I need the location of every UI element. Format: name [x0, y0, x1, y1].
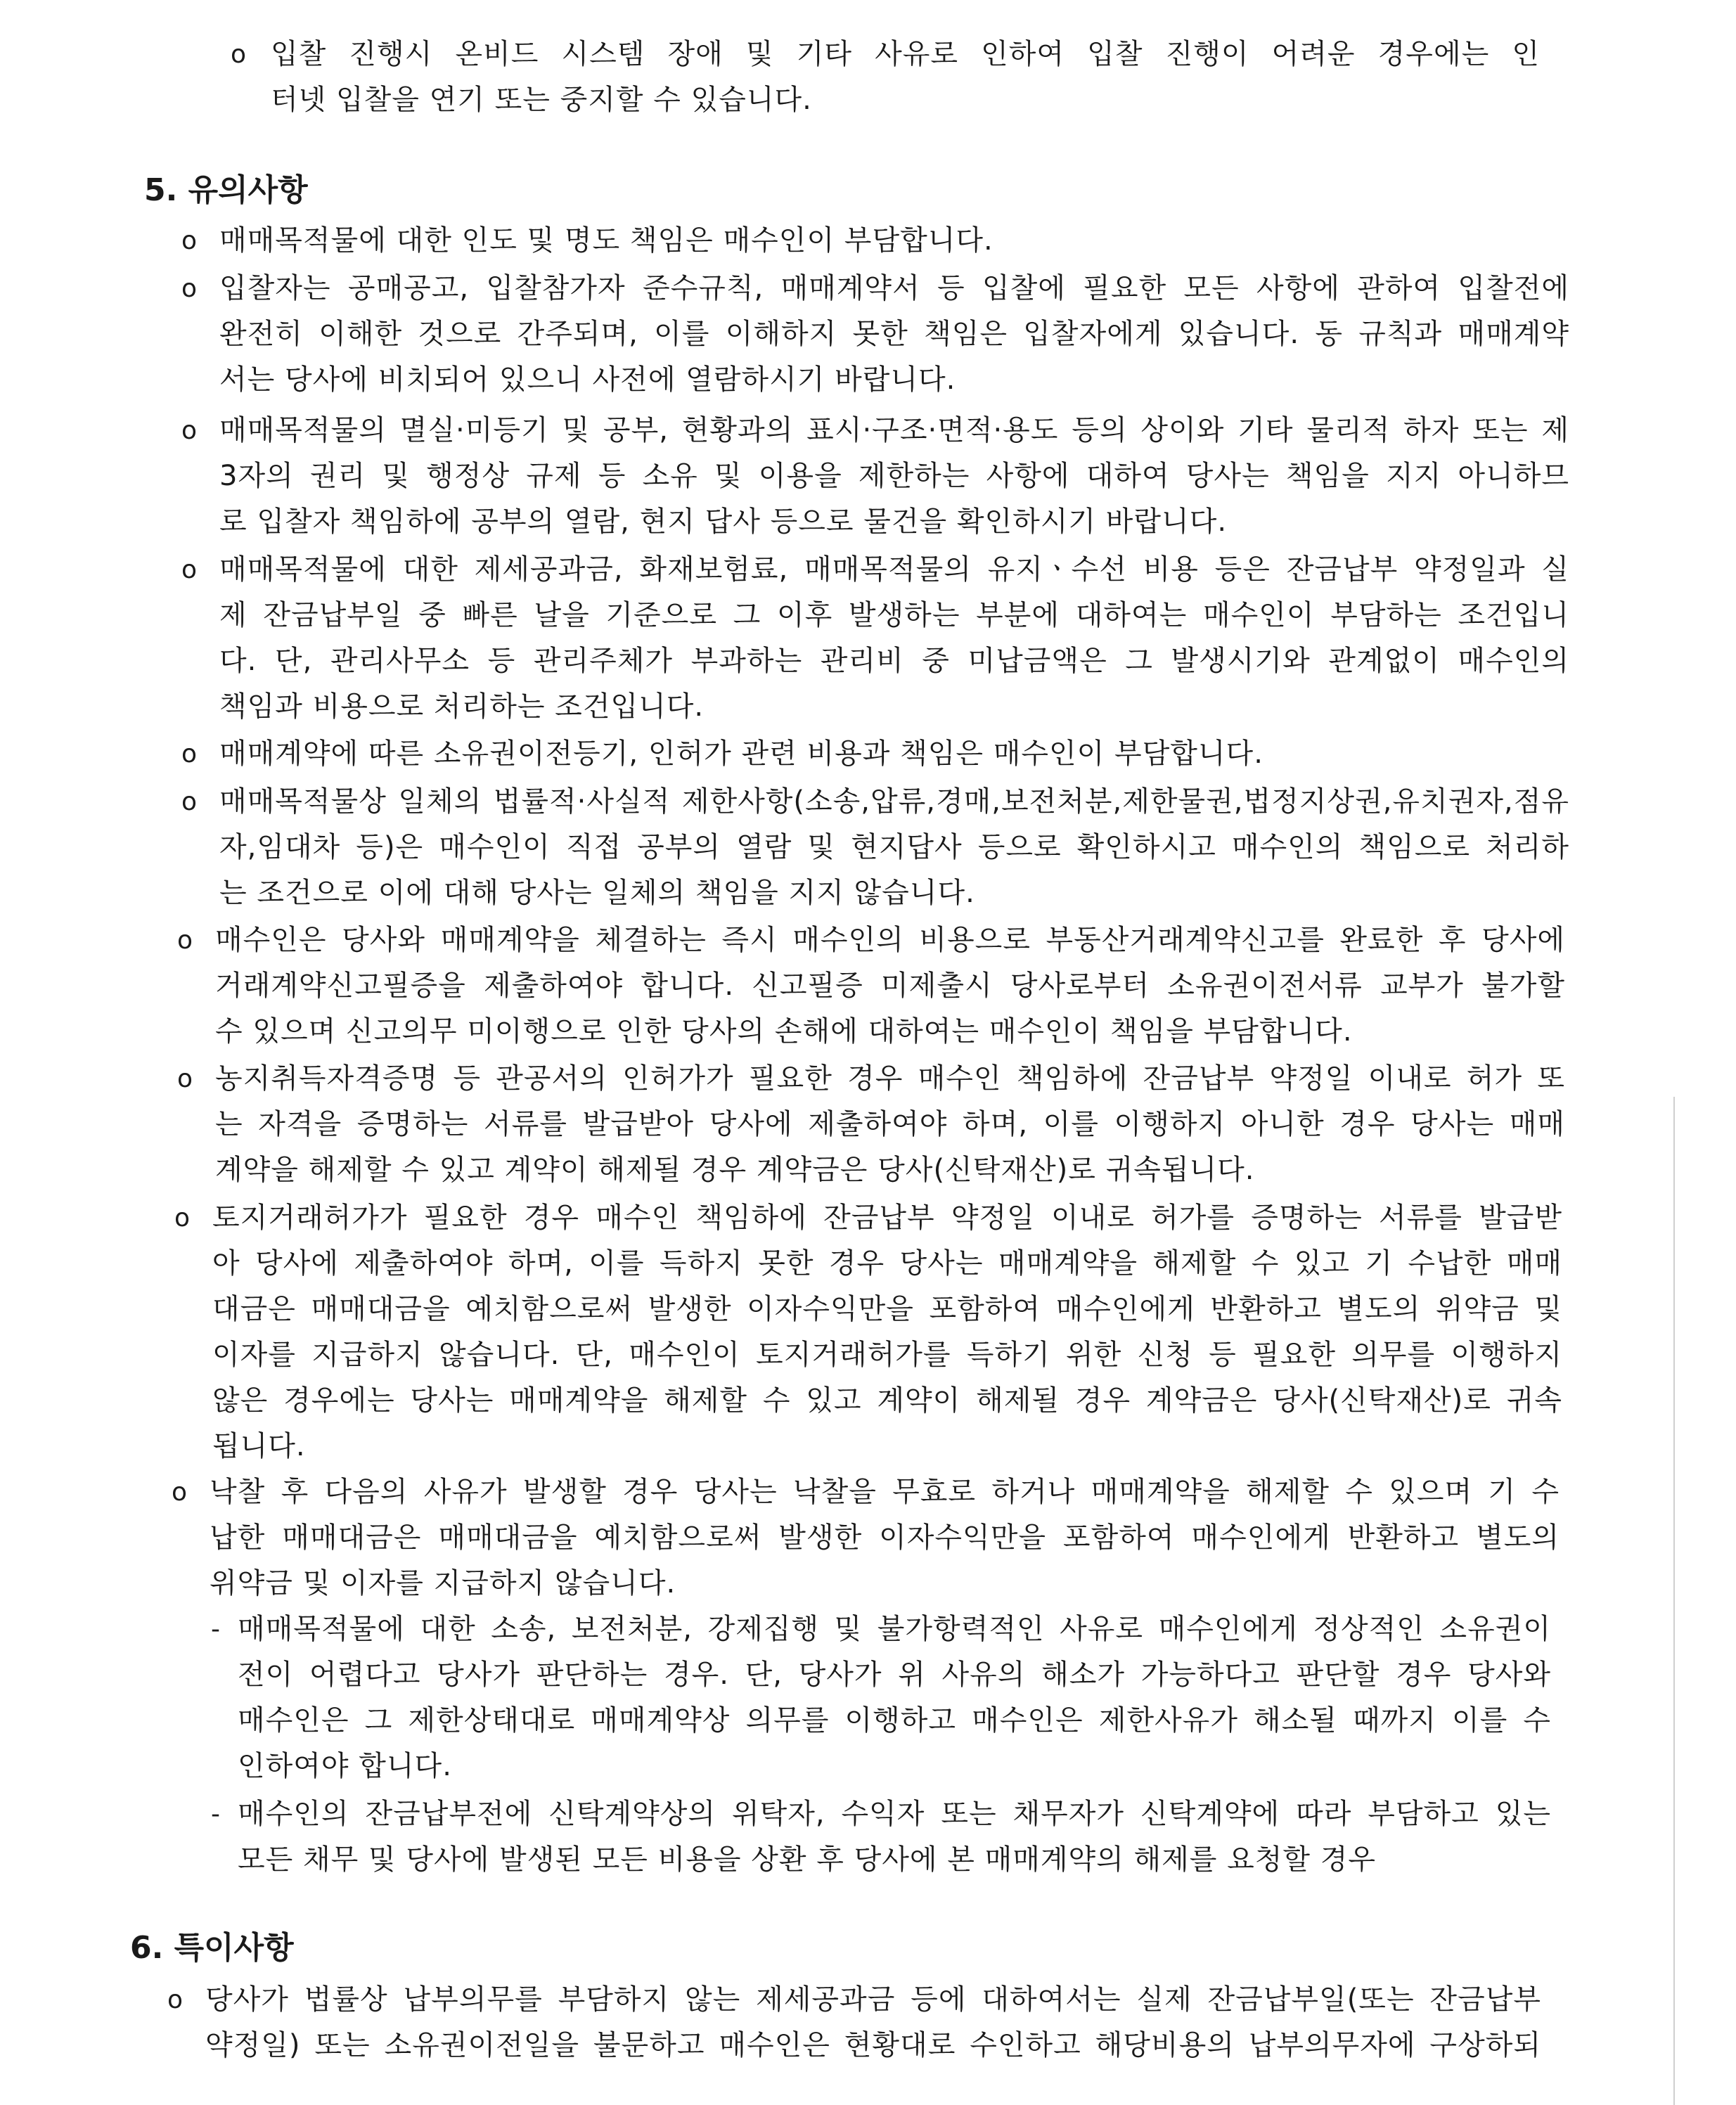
notice-subitem	[238, 1791, 1551, 1883]
text-line: 않은 경우에는 당사는 매매계약을 해제할 수 있고 계약이 해제될 경우 계약금은 당사(신탁재산)로 귀속	[212, 1384, 1562, 1417]
text-line: 토지거래허가가 필요한 경우 매수인 책임하에 잔금납부 약정일 이내로 허가를 증명하는 서류를 발급받	[212, 1202, 1562, 1234]
notice-item	[219, 218, 1569, 264]
notice-item	[210, 1469, 1560, 1607]
text-line: 됩니다.	[212, 1430, 306, 1462]
intro-paragraph	[271, 32, 1540, 123]
notice-item	[215, 918, 1565, 1055]
text-line: 모든 채무 및 당사에 발생된 모든 비용을 상환 후 당사에 본 매매계약의 해제를 요청할 경우	[238, 1843, 1377, 1876]
text-line: 터넷 입찰을 연기 또는 중지할 수 있습니다.	[271, 84, 812, 116]
text-line: 매매목적물의 멸실·미등기 및 공부, 현황과의 표시·구조·면적·용도 등의 상이와 기타 물리적 하자 또는 제	[219, 414, 1569, 446]
text-line: 위약금 및 이자를 지급하지 않습니다.	[210, 1567, 676, 1599]
bullet-circle: o	[181, 226, 198, 255]
text-line: 농지취득자격증명 등 관공서의 인허가가 필요한 경우 매수인 책임하에 잔금납부 약정일 이내로 허가 또	[215, 1062, 1565, 1095]
notice-item	[212, 1195, 1562, 1469]
notice-item	[205, 1977, 1541, 2068]
text-line: 3자의 권리 및 행정상 규제 등 소유 및 이용을 제한하는 사항에 대하여 당사는 책임을 지지 아니하므	[219, 460, 1569, 492]
bullet-circle: o	[181, 787, 198, 816]
bullet-dash: -	[211, 1615, 220, 1644]
text-line: 매수인은 그 제한상태대로 매매계약상 의무를 이행하고 매수인은 제한사유가 해소될 때까지 이를 수	[238, 1704, 1551, 1737]
text-line: 매매목적물상 일체의 법률적·사실적 제한사항(소송,압류,경매,보전처분,제한물권,법정지상권,유치권자,점유	[219, 785, 1569, 818]
text-line: 입찰 진행시 온비드 시스템 장애 및 기타 사유로 인하여 입찰 진행이 어려운 경우에는 인	[271, 38, 1540, 70]
section-heading-6: 6. 특이사항	[130, 1930, 294, 1966]
text-line: 아 당사에 제출하여야 하며, 이를 득하지 못한 경우 당사는 매매계약을 해제할 수 있고 기 수납한 매매	[212, 1247, 1562, 1280]
text-line: 인하여야 합니다.	[238, 1750, 452, 1782]
text-line: 약정일) 또는 소유권이전일을 불문하고 매수인은 현황대로 수인하고 해당비용의 납부의무자에 구상하되	[205, 2029, 1541, 2061]
text-line: 매수인의 잔금납부전에 신탁계약상의 위탁자, 수익자 또는 채무자가 신탁계약에 따라 부담하고 있는	[238, 1798, 1551, 1830]
bullet-circle: o	[181, 416, 198, 445]
text-line: 수 있으며 신고의무 미이행으로 인한 당사의 손해에 대하여는 매수인이 책임을 부담합니다.	[215, 1015, 1353, 1048]
text-line: 자,임대차 등)은 매수인이 직접 공부의 열람 및 현지답사 등으로 확인하시고 매수인의 책임으로 처리하	[219, 831, 1569, 863]
bullet-dash: -	[211, 1800, 220, 1829]
bullet-circle: o	[177, 926, 193, 955]
notice-item	[215, 1056, 1565, 1193]
text-line: 는 자격을 증명하는 서류를 발급받아 당사에 제출하여야 하며, 이를 이행하지 아니한 경우 당사는 매매	[215, 1108, 1565, 1140]
notice-item	[219, 731, 1569, 777]
text-line: 매매목적물에 대한 인도 및 명도 책임은 매수인이 부담합니다.	[219, 224, 994, 257]
text-line: 전이 어렵다고 당사가 판단하는 경우. 단, 당사가 위 사유의 해소가 가능하다고 판단할 경우 당사와	[238, 1659, 1551, 1691]
bullet-circle: o	[172, 1478, 188, 1507]
bullet-circle: o	[181, 555, 198, 584]
scan-edge-line	[1673, 1097, 1675, 2105]
bullet-circle: o	[181, 740, 198, 768]
text-line: 로 입찰자 책임하에 공부의 열람, 현지 답사 등으로 물건을 확인하시기 바랍니다.	[219, 506, 1228, 538]
text-line: 매수인은 당사와 매매계약을 체결하는 즉시 매수인의 비용으로 부동산거래계약신고를 완료한 후 당사에	[215, 924, 1565, 956]
section-heading-5: 5. 유의사항	[144, 172, 308, 208]
bullet-circle: o	[181, 274, 198, 303]
bullet-circle: o	[174, 1204, 191, 1232]
text-line: 제 잔금납부일 중 빠른 날을 기준으로 그 이후 발생하는 부분에 대하여는 매수인이 부담하는 조건입니	[219, 599, 1569, 631]
notice-item	[219, 266, 1569, 403]
text-line: 완전히 이해한 것으로 간주되며, 이를 이해하지 못한 책임은 입찰자에게 있습니다. 동 규칙과 매매계약	[219, 318, 1569, 350]
text-line: 대금은 매매대금을 예치함으로써 발생한 이자수익만을 포함하여 매수인에게 반환하고 별도의 위약금 및	[212, 1293, 1562, 1325]
text-line: 다. 단, 관리사무소 등 관리주체가 부과하는 관리비 중 미납금액은 그 발생시기와 관계없이 매수인의	[219, 645, 1569, 677]
text-line: 입찰자는 공매공고, 입찰참가자 준수규칙, 매매계약서 등 입찰에 필요한 모든 사항에 관하여 입찰전에	[219, 272, 1569, 304]
text-line: 매매목적물에 대한 소송, 보전처분, 강제집행 및 불가항력적인 사유로 매수인에게 정상적인 소유권이	[238, 1613, 1551, 1645]
notice-item	[219, 779, 1569, 916]
text-line: 계약을 해제할 수 있고 계약이 해제될 경우 계약금은 당사(신탁재산)로 귀속됩니다.	[215, 1154, 1255, 1186]
bullet-circle: o	[231, 40, 247, 69]
text-line: 는 조건으로 이에 대해 당사는 일체의 책임을 지지 않습니다.	[219, 877, 975, 909]
text-line: 매매목적물에 대한 제세공과금, 화재보험료, 매매목적물의 유지ㆍ수선 비용 등은 잔금납부 약정일과 실	[219, 553, 1569, 586]
text-line: 당사가 법률상 납부의무를 부담하지 않는 제세공과금 등에 대하여서는 실제 잔금납부일(또는 잔금납부	[205, 1983, 1541, 2016]
bullet-circle: o	[177, 1064, 193, 1093]
bullet-circle: o	[167, 1985, 184, 2014]
text-line: 납한 매매대금은 매매대금을 예치함으로써 발생한 이자수익만을 포함하여 매수인에게 반환하고 별도의	[210, 1521, 1560, 1554]
text-line: 책임과 비용으로 처리하는 조건입니다.	[219, 690, 705, 723]
text-line: 이자를 지급하지 않습니다. 단, 매수인이 토지거래허가를 득하기 위한 신청 등 필요한 의무를 이행하지	[212, 1339, 1562, 1371]
text-line: 서는 당사에 비치되어 있으니 사전에 열람하시기 바랍니다.	[219, 363, 956, 396]
text-line: 거래계약신고필증을 제출하여야 합니다. 신고필증 미제출시 당사로부터 소유권이전서류 교부가 불가할	[215, 970, 1565, 1002]
text-line: 낙찰 후 다음의 사유가 발생할 경우 당사는 낙찰을 무효로 하거나 매매계약을 해제할 수 있으며 기 수	[210, 1476, 1560, 1508]
text-line: 매매계약에 따른 소유권이전등기, 인허가 관련 비용과 책임은 매수인이 부담합니다.	[219, 738, 1264, 770]
notice-subitem	[238, 1607, 1551, 1789]
notice-item	[219, 547, 1569, 730]
notice-item	[219, 408, 1569, 545]
